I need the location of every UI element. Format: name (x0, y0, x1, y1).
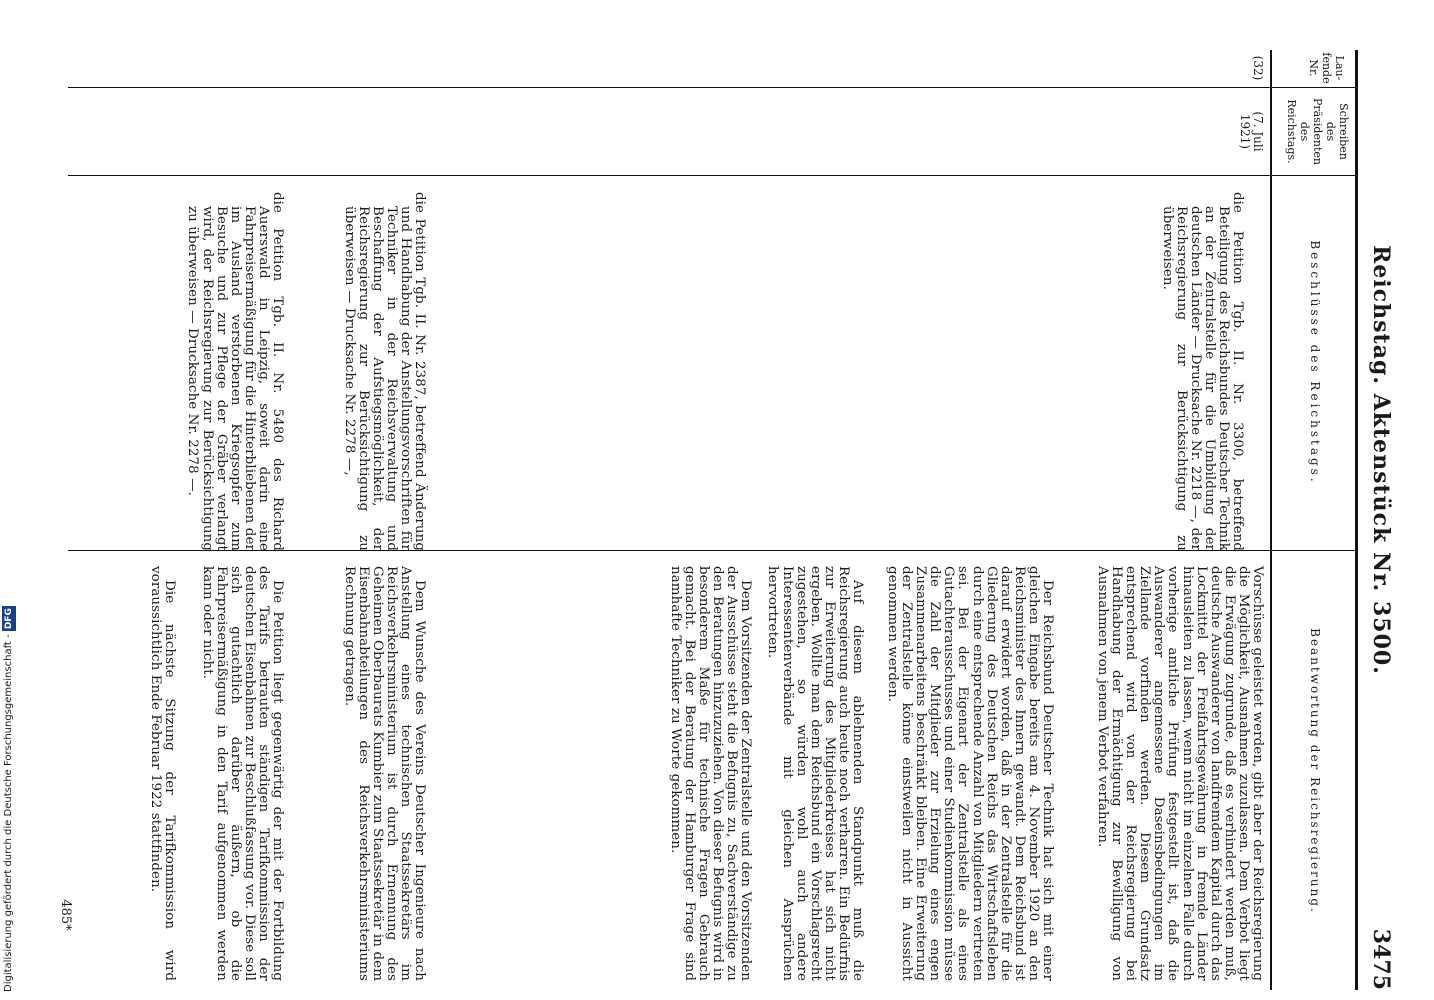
dfg-logo: DFG (4, 608, 14, 630)
row-date: (7. Juli 1921) (1238, 111, 1265, 152)
header-rule-top (1355, 50, 1358, 990)
row-number: (32) (1251, 55, 1265, 81)
antwort-paragraph: Vorschüsse geleistet werden, gibt aber der Reichsregierung die Möglichkeit, Ausnahmen zuzulassen. Dem Verbot liegt die Erwägung zugrunde, daß es verhindert werden muß, deutsche Auswanderer von landfremdem Kapital durch das Lockmittel der Freifahrtsgewährung in fremde Länder hinausleiten zu lassen, wenn nicht im einzelnen Falle durch vorherige amtliche Prüfung festgestellt ist, daß die Auswanderer angemessene Daseinsbedingungen im Ziellande vorfinden werden. Diesem Grundsatz entsprechend wird von der Reichsregierung bei Handhabung der Ermächtigung zur Bewilligung von Ausnahmen von jenem Verbot verfahren. (1094, 566, 1265, 981)
beschluss-paragraph: die Petition Tgb. II. Nr. 3300, betreffend Beteiligung des Reichsbundes Deutscher Technik an der Zentralstelle für die Umbildung der deutschen Länder — Drucksache Nr. 2218 —, der Reichsregierung zur Berücksichtigung zu überweisen. (1159, 192, 1245, 551)
header-schreiben: Schreiben des Präsidenten des Reichstags. (1285, 97, 1350, 166)
antwort-paragraph: Dem Vorsitzenden der Zentralstelle und den Vorsitzenden der Ausschüsse steht die Befugnis zu, Sachverständige zu den Beratungen hinzuzuziehen. Von dieser Befugnis wird in besonderem Maße für technische Fragen Gebrauch gemacht. Bei der Beratung der Hamburger Frage sind namhafte Techniker zu Worte gekommen. (667, 566, 753, 981)
header-beschluesse: Beschlüsse des Reichstags. (1308, 240, 1322, 485)
antwort-paragraph: Dem Wunsche des Vereins Deutscher Ingenieure nach Anstellung eines technischen Staatssekretärs im Reichsverkehrsministerium ist durch Ernennung des Geheimen Oberbaurats Kumbier zum Staatssekretär in dem Eisenbahnabteilungen des Reichsverkehrsministeriums Rechnung getragen. (341, 566, 427, 981)
antwort-paragraph: Die Petition liegt gegenwärtig der mit der Fortbildung des Tarifs betrauten ständigen Tarifkommission der deutschen Eisenbahnen zur Beschlußfassung vor. Diese soll sich gutachtlich darüber äußern, ob die Fahrpreisermäßigung in den Tarif aufgenommen werden kann oder nicht. (199, 566, 285, 981)
antwort-paragraph: Der Reichsbund Deutscher Technik hat sich mit einer gleichen Eingabe bereits am 4. November 1920 an den Reichsminister des Innern gewandt. Dem Reichsbund ist darauf erwidert worden, daß in der Zentralstelle für die Gliederung des Deutschen Reichs das Wirtschaftsleben durch eine entsprechende Anzahl von Mitgliedern vertreten sei. Bei der Eigenart der Zentralstelle als eines Gutachterausschusses und einer Studienkommission müsse die Zahl der Mitglieder zur Erzielung eines engen Zusammenarbeitens beschränkt bleiben. Eine Erweiterung der Zentralstelle könne einstweilen nicht in Aussicht genommen werden. (884, 566, 1055, 981)
column-divider-1 (68, 87, 1358, 88)
page-number: 3475 (1368, 928, 1394, 990)
page-title: Reichstag. Aktenstück Nr. 3500. (1368, 245, 1394, 675)
column-divider-2 (68, 175, 1358, 176)
sheet-signature: 485* (58, 899, 73, 931)
beschluss-paragraph: die Petition Tgb. II. Nr. 2387, betreffend Änderung und Handhabung der Anstellungsvorschriften für Techniker in der Reichsverwaltung und Beschaffung der Aufstiegsmöglichkeit, der Reichsregierung zur Berücksichtigung zu überweisen — Drucksache Nr. 2278 —, (341, 192, 427, 551)
antwort-paragraph: Die nächste Sitzung der Tarifkommission wird voraussichtlich Ende Februar 1922 stattfinden. (147, 566, 177, 981)
header-rule-bottom (1270, 50, 1272, 990)
beschluss-paragraph: die Petition Tgb. II. Nr. 5480 des Richard Auerswald in Leipzig, soweit darin eine Fahrpreisermäßigung für die Hinterbliebenen der im Ausland verstorbenen Kriegsopfer zum Besuche und zur Pflege der Gräber verlangt wird, der Reichsregierung zur Berücksichtigung zu überweisen — Drucksache Nr. 2278 —. (185, 192, 285, 551)
header-beantwortung: Beantwortung der Reichsregierung. (1308, 628, 1322, 914)
antwort-paragraph: Auf diesem ablehnenden Standpunkt muß die Reichsregierung auch heute noch verharren. Ein Bedürfnis zur Erweiterung des Mitgliederkreises hat sich nicht ergeben. Wollte man dem Reichsbund ein Vorschlagsrecht zugestehen, so würden wohl auch andere Interessentenverbände mit gleichen Ansprüchen hervortreten. (765, 566, 865, 981)
digitization-note-text: Digitalisierung gefördert durch die Deutsche Forschungsgemeinschaft - (3, 634, 14, 992)
header-laufende-nr: Lau- fende Nr. (1307, 52, 1346, 84)
digitization-note (2, 600, 16, 992)
